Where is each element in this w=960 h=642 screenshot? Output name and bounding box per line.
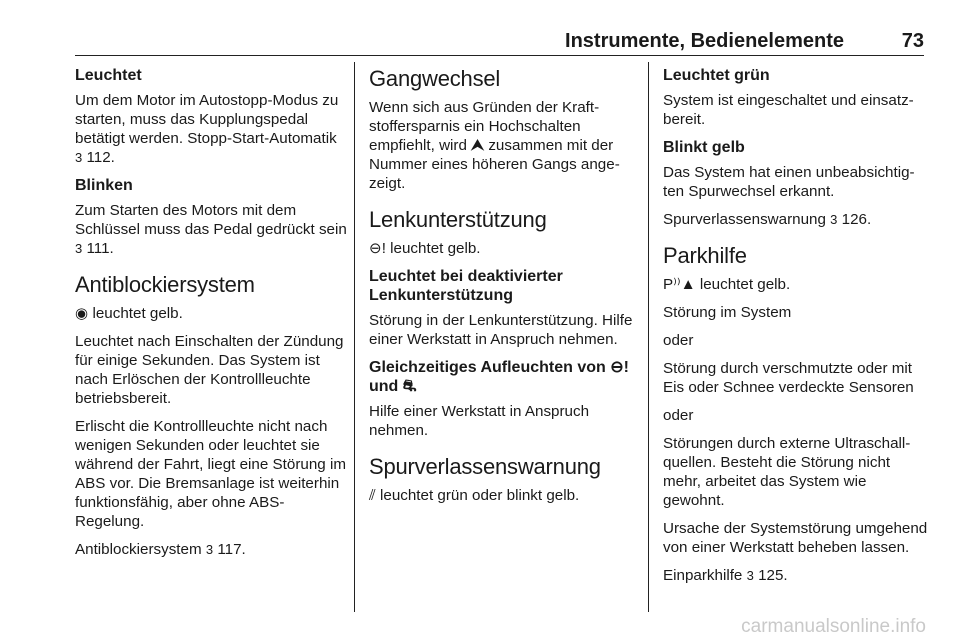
para-gleichzeitig: Hilfe einer Werkstatt in Anspruch nehmen. [369,403,590,439]
ref-111[interactable]: 111. [86,240,114,257]
column-left [75,66,347,568]
heading-antiblockiersystem: Antiblockiersystem [75,272,255,297]
ref-117[interactable]: 117. [217,541,246,558]
para-einpark: Einparkhilfe 3 125. [663,567,788,584]
heading-spurverlassenswarnung: Spurverlassenswarnung [369,454,601,479]
upshift-icon: ⮝ [471,137,485,154]
heading-gangwechsel: Gangwechsel [369,66,501,91]
column-divider-2 [648,62,649,612]
para-spurref: Spurverlassenswarnung 3 126. [663,211,872,228]
heading-deaktiviert: Leuchtet bei deaktivierter Lenkunterstützung [369,268,563,304]
heading-parkhilfe: Parkhilfe [663,243,747,268]
column-divider-1 [354,62,355,612]
para-park-2: Störung durch verschmutzte oder mit Eis oder Schnee verdeckte Sensoren [663,360,914,396]
heading-lenkunterstuetzung: Lenkunterstützung [369,207,547,232]
heading-blinkt-gelb: Blinkt gelb [663,139,745,156]
para-park-3: Störungen durch externe Ultraschallquellen. Besteht die Störung nicht mehr, arbeitet das System wie gewohnt. [663,435,911,509]
para-oder-2: oder [663,407,694,424]
para-park-4: Ursache der Systemstörung umgehend von einer Werkstatt beheben lassen. [663,520,928,556]
header-title: Instrumente, Bedienelemente [565,30,844,52]
column-right [663,66,929,594]
park-assist-icon-line: P⁾⁾▲ leuchtet gelb. [663,276,791,293]
steering-warning-icon-line: ⊖! leuchtet gelb. [369,240,481,257]
ref-arrow-icon: 3 [205,542,214,557]
ref-arrow-icon: 3 [830,212,838,227]
watermark: carmanualsonline.info [741,616,926,637]
heading-leuchtet: Leuchtet [75,67,142,84]
ref-112[interactable]: 112. [86,149,115,166]
heading-blinken: Blinken [75,177,133,194]
ref-arrow-icon: 3 [75,241,83,256]
ref-arrow-icon: 3 [746,568,754,583]
para-abs-3: Antiblockiersystem 3 117. [75,541,246,558]
para-gangwechsel: Wenn sich aus Gründen der Kraftstoffersparnis ein Hochschalten empfiehlt, wird ⮝ zusammen mit der Nummer eines höheren Gangs angezeigt. [369,99,620,192]
heading-gleichzeitig: Gleichzeitiges Aufleuchten von ⊖! und ⛐ [369,359,629,395]
para-blinken: Zum Starten des Motors mit dem Schlüssel muss das Pedal gedrückt sein 3 111. [75,202,347,257]
lane-departure-icon-line: ⫽ leuchtet grün oder blinkt gelb. [369,487,580,504]
para-gruen: System ist eingeschaltet und einsatzbereit. [663,92,914,128]
ref-125[interactable]: 125. [758,567,788,584]
header-rule [75,55,924,56]
para-gelb: Das System hat einen unbeabsichtigten Spurwechsel erkannt. [663,164,915,200]
ref-arrow-icon: 3 [75,150,83,165]
para-abs-1: Leuchtet nach Einschalten der Zündung für einige Sekunden. Das System ist nach Erlöschen der Kontrollleuchte betriebsbereit. [75,333,344,407]
abs-warning-icon-line: ◉ leuchtet gelb. [75,305,183,322]
column-middle [369,66,635,514]
para-deaktiviert: Störung in der Lenkunterstützung. Hilfe einer Werkstatt in Anspruch nehmen. [369,312,633,348]
para-oder-1: oder [663,332,694,349]
para-park-1: Störung im System [663,304,792,321]
heading-leuchtet-gruen: Leuchtet grün [663,67,770,84]
para-abs-2: Erlischt die Kontrollleuchte nicht nach wenigen Sekunden oder leuchtet sie während der Fahrt, liegt eine Störung im ABS vor. Die Bremsanlage ist weiterhin funktionsfähig, aber ohne ABS-Regelung. [75,418,346,530]
para-leuchtet: Um dem Motor im Autostopp-Modus zu starten, muss das Kupplungspedal betätigt werden. Stopp-Start-Automatik 3 112. [75,92,339,166]
page-number: 73 [901,30,924,52]
page-header [0,30,960,56]
ref-126[interactable]: 126. [841,211,872,228]
